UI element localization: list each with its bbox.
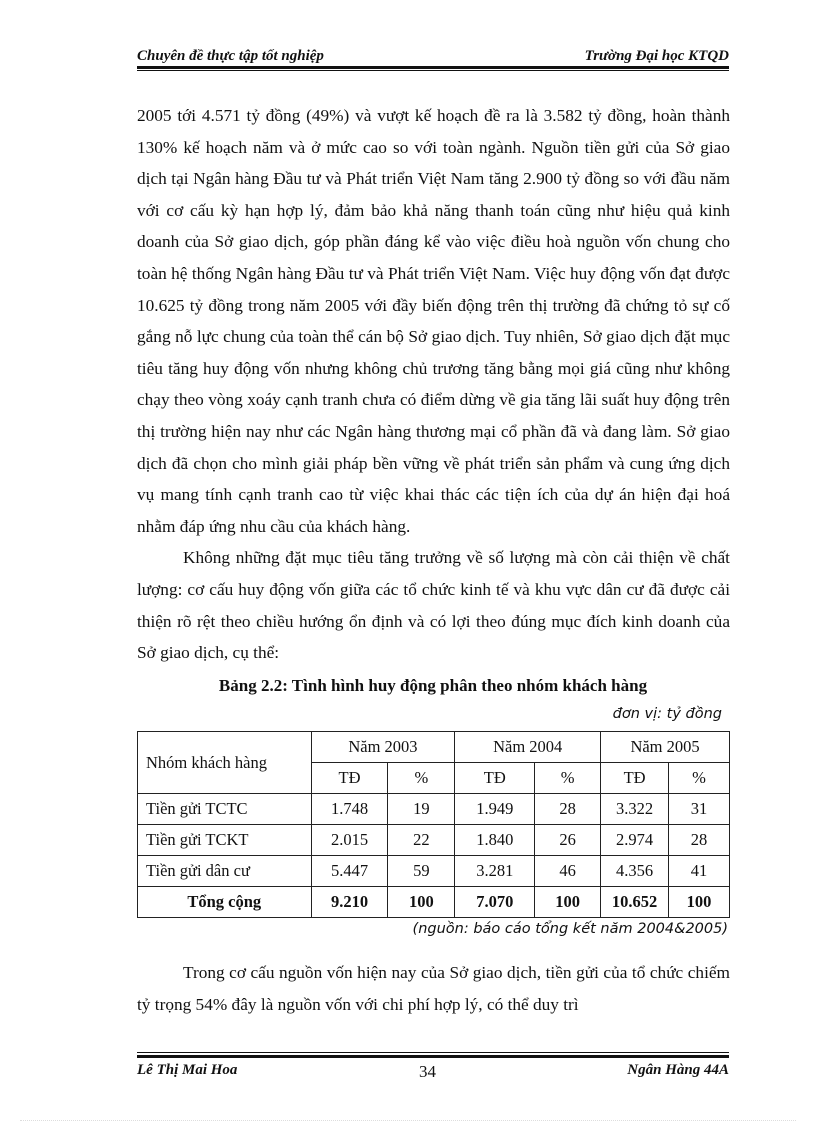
paragraph-1: 2005 tới 4.571 tỷ đồng (49%) và vượt kế hoạch đề ra là 3.582 tỷ đồng, hoàn thành 130% kế hoạch năm và ở mức cao so với toàn ngành. Nguồn tiền gửi của Sở giao dịch tại Ngân hàng Đầu tư và Phát triển Việt Nam tăng 2.900 tỷ đồng so với đầu năm với cơ cấu kỳ hạn hợp lý, đảm bảo khả năng thanh toán cũng như hiệu quả kinh doanh của Sở giao dịch, góp phần đáng kể vào việc điều hoà nguồn vốn chung cho toàn hệ thống Ngân hàng Đầu tư và Phát triển Việt Nam. Việc huy động vốn đạt được 10.625 tỷ đồng trong năm 2005 với đầy biến động trên thị trường đã chứng tỏ sự cố gắng nỗ lực chung của toàn thể cán bộ Sở giao dịch. Tuy nhiên, Sở giao dịch đặt mục tiêu tăng huy động vốn nhưng không chủ trương tăng bằng mọi giá cũng như không chạy theo vòng xoáy cạnh tranh chưa có điểm dừng về gia tăng lãi suất huy động trên thị trường hiện nay như các Ngân hàng thương mại cổ phần đã và đang làm. Sở giao dịch đã chọn cho mình giải pháp bền vững về phát triển sản phẩm và cung ứng dịch vụ mang tính cạnh tranh cao từ việc khai thác các tiện ích của dự án hiện đại hoá nhằm đáp ứng nhu cầu của khách hàng. xyxy=(137,106,730,536)
subheader-amount: TĐ xyxy=(455,763,535,794)
header-course-title: Chuyên đề thực tập tốt nghiệp xyxy=(137,48,324,64)
row-label: Tiền gửi dân cư xyxy=(138,856,312,887)
table-cell: 31 xyxy=(669,794,730,825)
total-label: Tổng cộng xyxy=(138,887,312,918)
paragraph-2: Không những đặt mục tiêu tăng trưởng về số lượng mà còn cải thiện về chất lượng: cơ cấu huy động vốn giữa các tổ chức kinh tế và khu vực dân cư đã được cải thiện rõ rệt theo chiều hướng ổn định và có lợi theo đúng mục đích kinh doanh của Sở giao dịch, cụ thể: xyxy=(137,548,730,663)
table-cell: 3.322 xyxy=(601,794,669,825)
year-header: Năm 2004 xyxy=(455,732,601,763)
table-cell: 46 xyxy=(535,856,601,887)
table-cell: 22 xyxy=(388,825,455,856)
header-university: Trường Đại học KTQD xyxy=(584,48,729,64)
page-number: 34 xyxy=(419,1062,436,1081)
table-cell: 1.840 xyxy=(455,825,535,856)
total-cell: 100 xyxy=(669,887,730,918)
row-label: Tiền gửi TCKT xyxy=(138,825,312,856)
page-edge xyxy=(20,1120,796,1121)
year-header: Năm 2005 xyxy=(601,732,730,763)
table-cell: 59 xyxy=(388,856,455,887)
page-header xyxy=(137,46,729,68)
paragraph-3: Trong cơ cấu nguồn vốn hiện nay của Sở giao dịch, tiền gửi của tổ chức chiếm tỷ trọng 54% đây là nguồn vốn với chi phí hợp lý, có thể duy trì xyxy=(137,963,730,1014)
total-cell: 7.070 xyxy=(455,887,535,918)
table-row xyxy=(138,825,730,856)
body-text xyxy=(137,100,730,669)
table-cell: 5.447 xyxy=(311,856,388,887)
table-unit: đơn vị: tỷ đồng xyxy=(612,706,722,722)
table-cell: 26 xyxy=(535,825,601,856)
table-cell: 1.949 xyxy=(455,794,535,825)
table-row xyxy=(138,856,730,887)
table-source: (nguồn: báo cáo tổng kết năm 2004&2005) xyxy=(412,921,728,937)
table-cell: 4.356 xyxy=(601,856,669,887)
table-cell: 28 xyxy=(669,825,730,856)
customer-group-header: Nhóm khách hàng xyxy=(138,732,312,794)
header-rule xyxy=(137,66,729,69)
table-header-row xyxy=(138,732,730,763)
subheader-percent: % xyxy=(535,763,601,794)
total-cell: 9.210 xyxy=(311,887,388,918)
deposit-table xyxy=(137,731,730,918)
footer-class: Ngân Hàng 44A xyxy=(627,1062,729,1078)
subheader-percent: % xyxy=(669,763,730,794)
subheader-percent: % xyxy=(388,763,455,794)
footer-rule-thin xyxy=(137,1052,729,1053)
row-label: Tiền gửi TCTC xyxy=(138,794,312,825)
year-header: Năm 2003 xyxy=(311,732,455,763)
closing-text xyxy=(137,957,730,1020)
table-total-row xyxy=(138,887,730,918)
table-cell: 28 xyxy=(535,794,601,825)
table-title: Bảng 2.2: Tình hình huy động phân theo nhóm khách hàng xyxy=(218,676,648,695)
footer-author: Lê Thị Mai Hoa xyxy=(137,1062,238,1078)
footer-rule xyxy=(137,1055,729,1058)
table-cell: 1.748 xyxy=(311,794,388,825)
table-cell: 41 xyxy=(669,856,730,887)
table-cell: 19 xyxy=(388,794,455,825)
subheader-amount: TĐ xyxy=(601,763,669,794)
table-cell: 2.015 xyxy=(311,825,388,856)
table-row xyxy=(138,794,730,825)
total-cell: 100 xyxy=(535,887,601,918)
subheader-amount: TĐ xyxy=(311,763,388,794)
header-rule-thin xyxy=(137,70,729,71)
table-cell: 2.974 xyxy=(601,825,669,856)
total-cell: 10.652 xyxy=(601,887,669,918)
table-cell: 3.281 xyxy=(455,856,535,887)
page-footer xyxy=(137,1060,729,1082)
total-cell: 100 xyxy=(388,887,455,918)
